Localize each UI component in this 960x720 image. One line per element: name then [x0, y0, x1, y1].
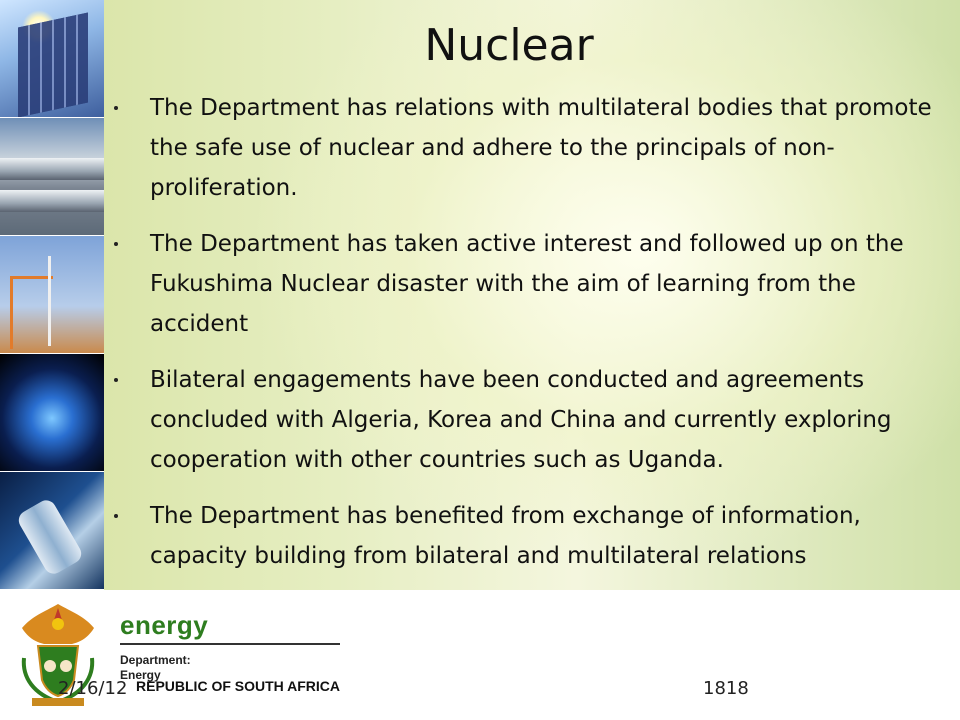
- slide-title: Nuclear: [424, 20, 594, 71]
- bullet-dot-icon: [114, 378, 118, 382]
- bullet-text: The Department has relations with multilateral bodies that promote the safe use of nuclear and adhere to the principals of non-proliferation.: [150, 95, 932, 201]
- energy-image-strip: [0, 0, 104, 590]
- country-label: REPUBLIC OF SOUTH AFRICA: [136, 678, 341, 694]
- department-logo: [120, 610, 340, 683]
- bullet-text: The Department has taken active interest and followed up on the Fukushima Nuclear disaster with the aim of learning from the accident: [150, 231, 904, 337]
- wind-turbine-image: [0, 236, 104, 354]
- bullet-dot-icon: [114, 514, 118, 518]
- slide-date: 2/16/12: [58, 678, 128, 699]
- gas-flame-image: [0, 354, 104, 472]
- bullet-text: Bilateral engagements have been conducted and agreements concluded with Algeria, Korea and China and currently exploring cooperation with other countries such as Uganda.: [150, 367, 892, 473]
- bullet-list: [110, 88, 955, 592]
- solar-array: [18, 13, 88, 118]
- bullet-dot-icon: [114, 242, 118, 246]
- fuel-rod: [15, 497, 85, 578]
- dept-line-2: Energy: [120, 668, 161, 682]
- bullet-dot-icon: [114, 106, 118, 110]
- bullet-item: [110, 224, 955, 344]
- turbine-tower: [48, 256, 51, 346]
- bullet-item: [110, 496, 955, 576]
- gas-pipeline-image: [0, 118, 104, 236]
- pipe-lower: [0, 190, 104, 212]
- bullet-text: The Department has benefited from exchange of information, capacity building from bilateral and multilateral relations: [150, 503, 861, 569]
- page-number: 1818: [703, 678, 749, 699]
- crane-frame: [10, 276, 53, 349]
- brand-name: energy: [120, 610, 209, 640]
- pipe-upper: [0, 158, 104, 180]
- bullet-item: [110, 88, 955, 208]
- slide-footer: [0, 590, 960, 720]
- brand-divider: [120, 643, 340, 645]
- nuclear-fuel-rod-image: [0, 472, 104, 590]
- bullet-item: [110, 360, 955, 480]
- dept-line-1: Department:: [120, 653, 191, 667]
- solar-panel-image: [0, 0, 104, 118]
